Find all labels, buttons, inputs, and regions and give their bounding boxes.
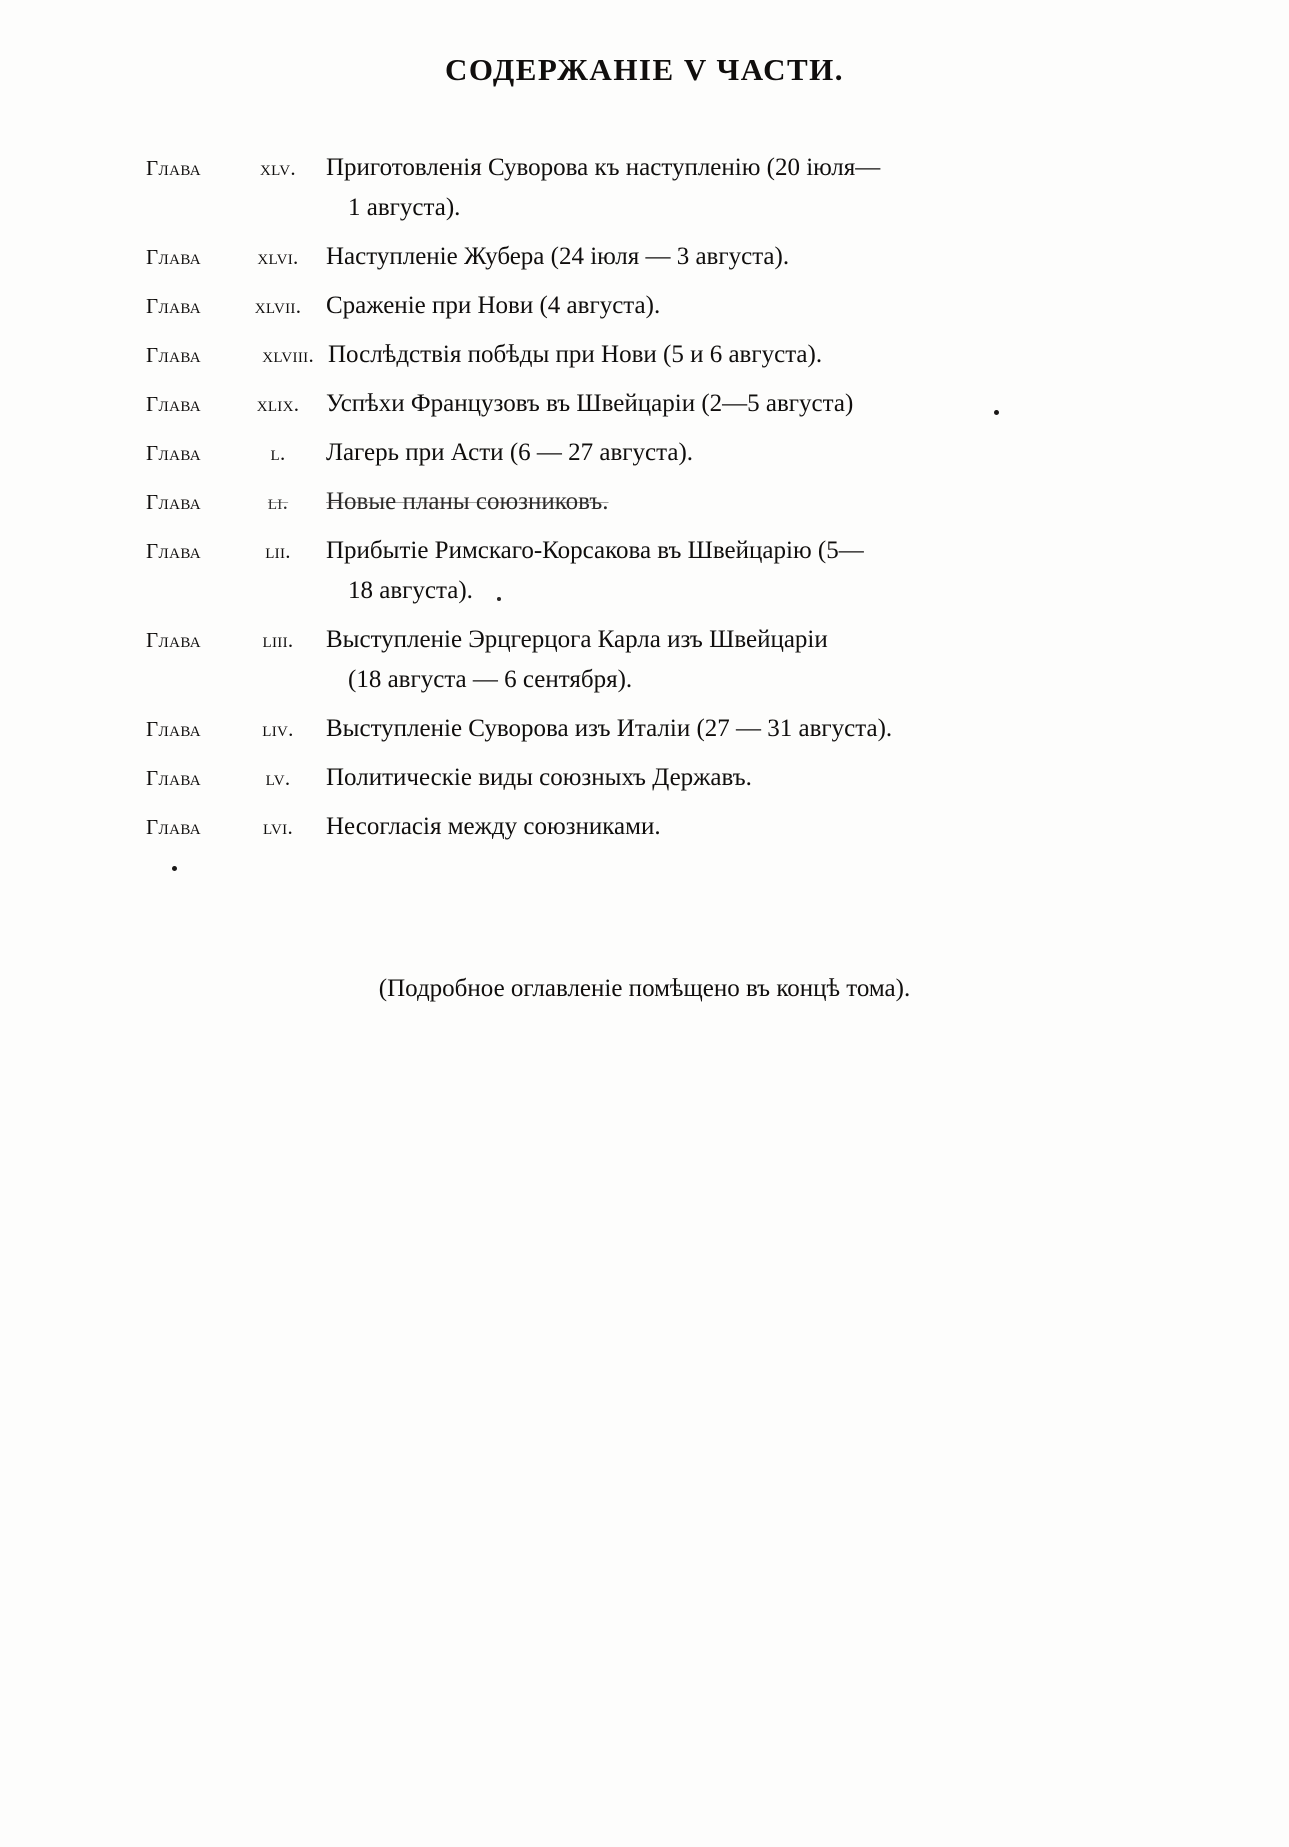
toc-entry-title: Несогласія между союзниками. (326, 813, 661, 840)
toc-entry[interactable] (146, 290, 1146, 322)
table-of-contents (146, 152, 1146, 860)
footnote: (Подробное оглавленіе помѣщено въ концѣ тома). (378, 975, 911, 1002)
toc-entry-number: liii. (262, 628, 294, 652)
toc-entry-title: Лагерь при Асти (6 — 27 августа). (326, 439, 694, 466)
toc-entry-title-line1: Приготовленія Суворова къ наступленію (20 іюля— (326, 154, 881, 181)
toc-entry-title: Новые планы союзниковъ. (326, 488, 609, 515)
toc-entry-number: xlix. (256, 392, 300, 416)
toc-entry-label: Глава (146, 441, 202, 465)
toc-entry-title: Выступленіе Суворова изъ Италіи (27 — 31 августа). (326, 715, 893, 742)
toc-entry-label: Глава (146, 539, 202, 563)
ink-speck (172, 866, 177, 871)
toc-entry-title (314, 152, 1146, 224)
toc-entry-number: xlvii. (254, 294, 302, 318)
page-title: СОДЕРЖАНIЕ V ЧАСТИ. (444, 52, 845, 87)
toc-entry-title-line1: Выступленіе Эрцгерцога Карла изъ Швейцаріи (326, 626, 828, 653)
toc-entry[interactable] (146, 241, 1146, 273)
toc-entry-title: Сраженіе при Нови (4 августа). (326, 292, 661, 319)
toc-entry-label: Глава (146, 490, 202, 514)
toc-entry[interactable] (146, 152, 1146, 224)
toc-entry-number: lv. (265, 766, 291, 790)
toc-entry[interactable] (146, 486, 1146, 518)
toc-entry-label: Глава (146, 628, 202, 652)
toc-entry-number: xlviii. (262, 343, 314, 367)
toc-entry[interactable] (146, 339, 1146, 371)
toc-entry-title (314, 624, 1146, 696)
toc-entry-number: li. (267, 490, 289, 514)
toc-entry-title: Наступленіе Жубера (24 іюля — 3 августа). (326, 243, 790, 270)
toc-entry-number: l. (270, 441, 286, 465)
toc-entry-number: lii. (265, 539, 291, 563)
toc-entry[interactable] (146, 535, 1146, 607)
toc-entry-title: Успѣхи Французовъ въ Швейцаріи (2—5 августа) (326, 390, 854, 417)
ink-speck (994, 410, 999, 415)
toc-entry[interactable] (146, 624, 1146, 696)
toc-entry-number: xlvi. (257, 245, 299, 269)
toc-entry[interactable] (146, 762, 1146, 794)
toc-entry-label: Глава (146, 392, 202, 416)
toc-entry-label: Глава (146, 156, 202, 180)
toc-entry-number: lvi. (262, 815, 294, 839)
toc-entry-label: Глава (146, 766, 202, 790)
toc-entry-label: Глава (146, 717, 202, 741)
toc-entry-label: Глава (146, 245, 202, 269)
toc-entry-title (314, 535, 1146, 607)
toc-entry-title: Политическіе виды союзныхъ Державъ. (326, 764, 752, 791)
toc-entry-number: xlv. (260, 156, 296, 180)
ink-speck (497, 597, 501, 601)
toc-entry[interactable] (146, 713, 1146, 745)
toc-entry[interactable] (146, 437, 1146, 469)
toc-entry-title: Послѣдствія побѣды при Нови (5 и 6 августа). (328, 341, 823, 368)
toc-entry-number: liv. (262, 717, 294, 741)
toc-entry-title-line1: Прибытіе Римскаго-Корсакова въ Швейцарію (5— (326, 537, 864, 564)
toc-entry-title-line2: (18 августа — 6 сентября). (348, 666, 633, 693)
toc-entry-label: Глава (146, 294, 202, 318)
toc-entry-label: Глава (146, 815, 202, 839)
toc-entry-label: Глава (146, 343, 202, 367)
toc-entry-title-line2: 1 августа). (348, 194, 461, 221)
toc-entry[interactable] (146, 388, 1146, 420)
toc-entry-title-line2: 18 августа). (348, 577, 473, 604)
toc-entry[interactable] (146, 811, 1146, 843)
